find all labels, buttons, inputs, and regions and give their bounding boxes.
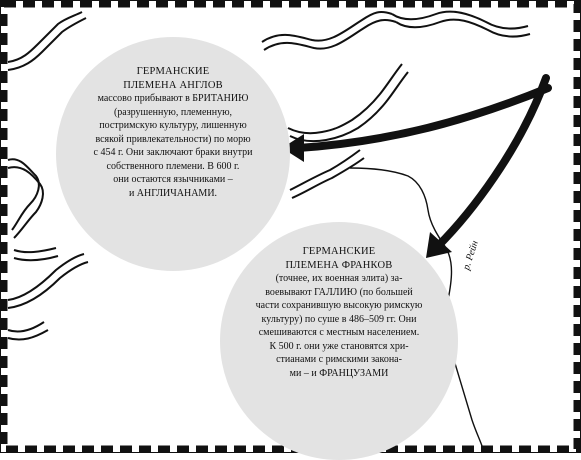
continent-coastline <box>262 12 530 198</box>
angles-body-line: они остаются язычниками – <box>113 174 233 185</box>
franks-body-line: (точнее, их военная элита) за- <box>275 273 403 284</box>
angles-title <box>56 65 290 92</box>
franks-body-line: ми – и ФРАНЦУЗАМИ <box>289 367 389 379</box>
angles-body-line: и АНГЛИЧАНАМИ. <box>128 187 218 199</box>
franks-title-line: ГЕРМАНСКИЕ <box>302 246 376 257</box>
angles-title-line: ГЕРМАНСКИЕ <box>136 66 210 77</box>
angles-body-line: постримскую культуру, лишенную <box>99 120 247 131</box>
angles-info-circle <box>56 37 290 271</box>
franks-body-line: смешиваются с местным населением. <box>258 327 420 338</box>
angles-body-line: массово прибывают в БРИТАНИЮ <box>97 93 249 104</box>
franks-body-line: стианами с римскими закона- <box>276 354 402 365</box>
franks-body <box>220 272 458 380</box>
angles-body-line: собственного племени. В 600 г. <box>106 160 240 172</box>
franks-body-line: культуру) по суше в 486–509 гг. Они <box>261 313 417 325</box>
angles-title-line: ПЛЕМЕНА АНГЛОВ <box>123 79 223 91</box>
franks-title <box>220 245 458 272</box>
angles-body-line: всякой привлекательности) по морю <box>95 133 251 145</box>
franks-title-line: ПЛЕМЕНА ФРАНКОВ <box>285 259 393 271</box>
angles-body-line: (разрушенную, племенную, <box>113 106 233 118</box>
franks-info-circle <box>220 222 458 460</box>
angles-body <box>56 92 290 200</box>
angles-body-line: с 454 г. Они заключают браки внутри <box>93 147 253 158</box>
franks-body-line: К 500 г. они уже становятся хри- <box>269 340 409 352</box>
franks-body-line: части сохранившую высокую римскую <box>255 300 423 311</box>
franks-body-line: воевывают ГАЛЛИЮ (по большей <box>265 286 413 298</box>
arrow-franks <box>426 78 546 258</box>
rhine-label: р. Рейн <box>461 239 481 272</box>
